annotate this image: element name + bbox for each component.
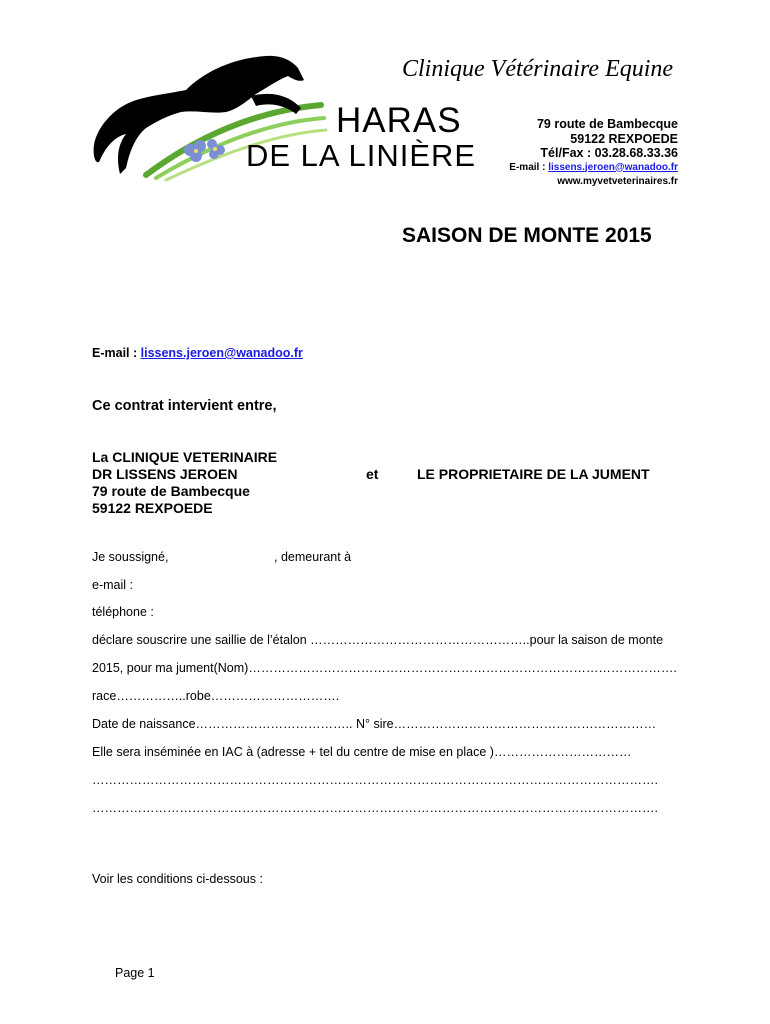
- clinic-name: Clinique Vétérinaire Equine: [402, 56, 674, 82]
- email-line: [92, 346, 303, 360]
- conditions-note: Voir les conditions ci-dessous :: [92, 872, 263, 886]
- clinic-party-line1: La CLINIQUE VETERINAIRE: [92, 449, 278, 465]
- dots-line-2: ……………………………………………………………………………………………………………………….: [92, 801, 658, 815]
- dots-line-1: ……………………………………………………………………………………………………………………….: [92, 773, 658, 787]
- declare-line: déclare souscrire une saillie de l’étalon ……………………………………………..pour la saison de monte: [92, 633, 664, 647]
- and-word: et: [366, 466, 379, 482]
- email-link[interactable]: lissens.jeroen@wanadoo.fr: [140, 346, 303, 360]
- logo-text-liniere: DE LA LINIÈRE: [246, 138, 477, 173]
- demeurant-field: , demeurant à: [274, 550, 352, 564]
- page-title: SAISON DE MONTE 2015: [402, 224, 652, 247]
- address-city: 59122 REXPOEDE: [570, 131, 678, 146]
- address-phone: Tél/Fax : 03.28.68.33.36: [540, 146, 678, 160]
- page-number: Page 1: [115, 966, 155, 980]
- jument-line: 2015, pour ma jument(Nom)………………………………………………………………………………………….: [92, 661, 677, 675]
- clinic-address: [509, 117, 678, 190]
- soussigne-field: Je soussigné,: [92, 550, 169, 564]
- clinic-party-line3: 79 route de Bambecque: [92, 483, 250, 499]
- email-label: E-mail :: [92, 346, 141, 360]
- address-website: www.myvetveterinaires.fr: [557, 176, 678, 187]
- address-street: 79 route de Bambecque: [536, 117, 678, 131]
- telephone-field: téléphone :: [92, 605, 154, 619]
- address-email-label: E-mail :: [509, 161, 549, 173]
- clinic-party-line2: DR LISSENS JEROEN: [92, 466, 238, 482]
- email-field: e-mail :: [92, 578, 133, 592]
- owner-party: LE PROPRIETAIRE DE LA JUMENT: [417, 466, 650, 482]
- race-line: race……………..robe………………………….: [92, 689, 340, 703]
- address-email-link[interactable]: lissens.jeroen@wanadoo.fr: [548, 161, 678, 173]
- clinic-party: [92, 449, 277, 517]
- logo-text-haras: HARAS: [336, 101, 462, 140]
- address-email-line: [509, 161, 678, 176]
- contract-intro: Ce contrat intervient entre,: [92, 398, 277, 414]
- naissance-line: Date de naissance……………………………….. N° sire………………………………………………………: [92, 717, 657, 731]
- clinic-party-line4: 59122 REXPOEDE: [92, 500, 213, 516]
- inseminee-line: Elle sera inséminée en IAC à (adresse + tel du centre de mise en place )……………………………: [92, 745, 632, 759]
